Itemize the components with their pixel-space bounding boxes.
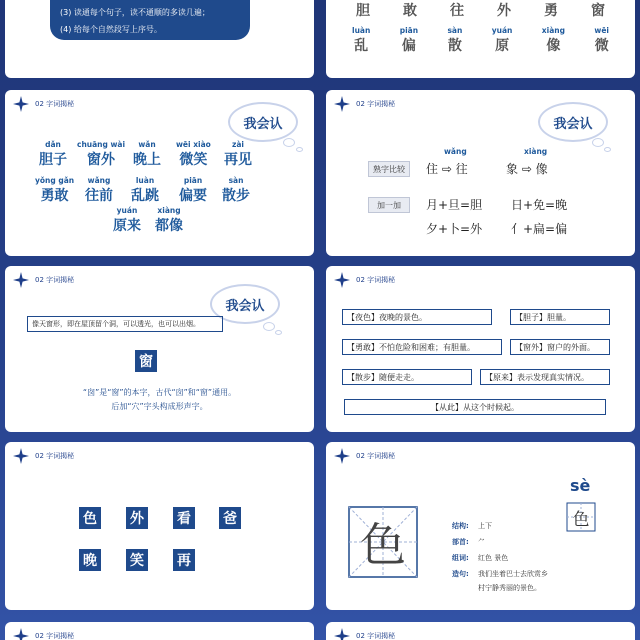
definition-item: 【从此】从这个时候起。 <box>344 399 606 415</box>
star-icon <box>13 628 29 640</box>
char-formula: 月+旦=胆 <box>426 198 483 212</box>
char-cell: luàn 乱 <box>352 26 371 54</box>
slide-next-left[interactable] <box>5 622 314 640</box>
info-radical: 部首: ⺈ <box>452 538 485 546</box>
cloud-bubble <box>263 322 275 331</box>
word-item: yǒng gǎn 勇敢 <box>35 176 75 204</box>
star-icon <box>334 448 350 464</box>
tag-familiar-compare: 熟字比较 <box>368 161 410 177</box>
char-card[interactable]: 笑 <box>126 549 148 571</box>
info-sentence-cont: 村宁静秀丽的景色。 <box>478 584 541 592</box>
word-item: wǎn 晚上 <box>133 140 161 168</box>
char-cell: 胆 <box>356 3 370 19</box>
char-cell: sàn 散 <box>447 26 463 54</box>
slide-char-detail[interactable] <box>326 442 635 610</box>
cloud-badge: 我会认 <box>228 102 298 142</box>
char-formula: 亻+扁=偏 <box>511 222 568 236</box>
definition-item: 【胆子】胆量。 <box>510 309 610 325</box>
pinyin-label: xiàng <box>524 147 548 156</box>
section-header: 02 字词揭秘 <box>13 272 74 288</box>
task-panel <box>50 0 250 40</box>
star-icon <box>334 96 350 112</box>
definition-item: 【窗外】窗户的外面。 <box>510 339 610 355</box>
char-pinyin: sè <box>570 476 591 495</box>
word-item: chuāng wài 窗外 <box>77 140 126 168</box>
definition-item: 【散步】随便走走。 <box>342 369 472 385</box>
char-cell: 敢 <box>403 3 417 19</box>
slide-definitions[interactable] <box>326 266 635 432</box>
task-line: (3) 读通每个句子，读不通顺的多读几遍； <box>60 8 210 17</box>
tag-add: 加一加 <box>368 197 410 213</box>
word-item: sàn 散步 <box>222 176 250 204</box>
char-formula: 日+免=晚 <box>511 198 568 212</box>
star-icon <box>13 96 29 112</box>
char-compare: 住 ⇨ 往 <box>426 162 468 176</box>
char-card: 窗 <box>135 350 157 372</box>
section-header: 02 字词揭秘 <box>334 96 395 112</box>
origin-note: “囱”是“窗”的本字，古代“囱”和“窗”通用。 后加“穴”字头构成形声字。 <box>82 388 237 411</box>
word-item: wēi xiào 微笑 <box>176 140 211 168</box>
definition-item: 【勇敢】不怕危险和困难；有胆量。 <box>342 339 502 355</box>
char-cell: 外 <box>497 3 511 19</box>
char-card[interactable]: 看 <box>173 507 195 529</box>
section-header: 02 字词揭秘 <box>334 628 395 640</box>
small-char: 色 <box>572 509 590 530</box>
char-cell: piān 偏 <box>399 26 419 54</box>
definition-item: 【原来】表示发现真实情况。 <box>480 369 610 385</box>
cloud-bubble <box>296 147 303 152</box>
description-box: 像天窗形，即在屋顶留个洞，可以透光，也可以出烟。 <box>27 316 223 332</box>
cloud-badge: 我会认 <box>210 284 280 324</box>
task-line: (4) 给每个自然段写上序号。 <box>60 25 162 34</box>
char-cell: 窗 <box>591 3 605 19</box>
slide-reading-tasks[interactable] <box>5 0 314 78</box>
star-icon <box>334 628 350 640</box>
cloud-bubble <box>604 147 611 152</box>
char-card[interactable]: 外 <box>126 507 148 529</box>
section-header: 02 字词揭秘 <box>13 96 74 112</box>
section-header: 02 字词揭秘 <box>334 272 395 288</box>
char-formula: 夕+卜=外 <box>426 222 483 236</box>
cloud-bubble <box>592 138 604 147</box>
section-header: 02 字词揭秘 <box>334 448 395 464</box>
word-item: zài 再见 <box>224 140 252 168</box>
slide-next-right[interactable] <box>326 622 635 640</box>
word-item: piān 偏要 <box>179 176 207 204</box>
cloud-bubble <box>283 138 295 147</box>
definition-item: 【夜色】夜晚的景色。 <box>342 309 492 325</box>
char-cell: xiàng 像 <box>541 26 565 54</box>
word-item: dǎn 胆子 <box>39 140 67 168</box>
cloud-bubble <box>275 330 282 335</box>
slide-char-review[interactable] <box>326 0 635 78</box>
char-cell: yuán 原 <box>491 26 513 54</box>
slide-char-compare[interactable] <box>326 90 635 256</box>
cloud-badge: 我会认 <box>538 102 608 142</box>
section-header: 02 字词揭秘 <box>13 448 74 464</box>
char-card[interactable]: 爸 <box>219 507 241 529</box>
star-icon <box>13 448 29 464</box>
slide-char-cards[interactable] <box>5 442 314 610</box>
big-char: 色 <box>360 518 406 572</box>
char-compare: 象 ⇨ 像 <box>506 162 548 176</box>
char-cell: 勇 <box>544 3 558 19</box>
word-item: yuán 原来 <box>113 206 141 234</box>
word-item: luàn 乱跳 <box>131 176 159 204</box>
info-words: 组词: 红色 景色 <box>452 554 509 562</box>
char-card[interactable]: 晚 <box>79 549 101 571</box>
star-icon <box>13 272 29 288</box>
word-item: wǎng 往前 <box>85 176 113 204</box>
slide-char-origin[interactable] <box>5 266 314 432</box>
char-cell: 往 <box>450 3 464 19</box>
info-sentence: 造句: 我们坐着巴士去欣赏乡 <box>452 570 548 578</box>
section-header: 02 字词揭秘 <box>13 628 74 640</box>
star-icon <box>334 272 350 288</box>
pinyin-label: wǎng <box>444 147 467 156</box>
char-card[interactable]: 再 <box>173 549 195 571</box>
word-item: xiàng 都像 <box>155 206 183 234</box>
slide-word-recognition[interactable] <box>5 90 314 256</box>
char-cell: wēi 微 <box>594 26 609 54</box>
char-card[interactable]: 色 <box>79 507 101 529</box>
info-structure: 结构: 上下 <box>452 522 492 530</box>
